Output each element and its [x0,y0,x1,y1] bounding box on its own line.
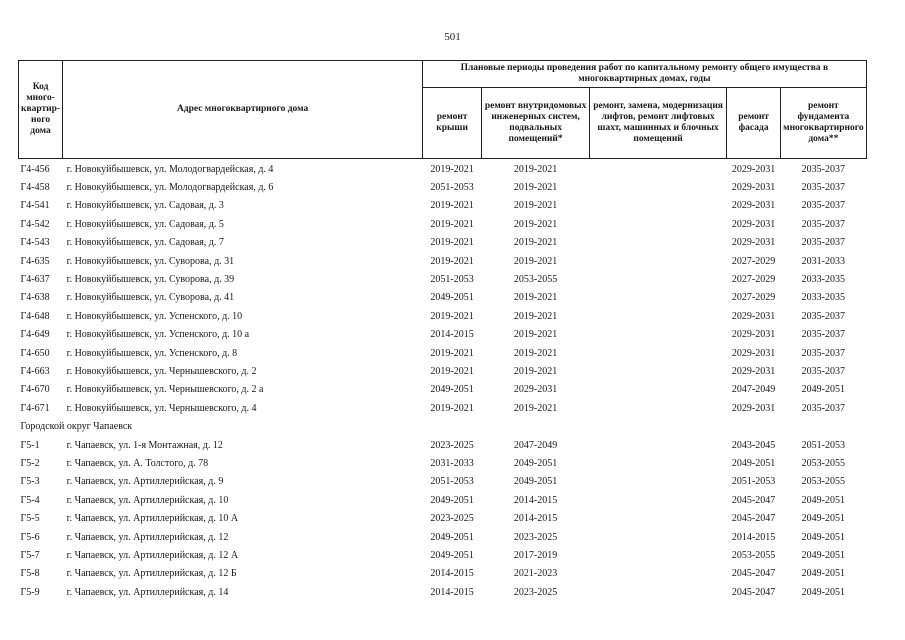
header-lifts: ремонт, замена, модернизация лифтов, ремонт лифтовых шахт, машинных и блочных помещений [590,88,727,159]
cell-lifts [590,491,727,509]
cell-foundation: 2049-2051 [801,586,846,598]
cell-roof: 2019-2021 [430,163,474,175]
cell-roof: 2014-2015 [430,586,474,598]
table-row [19,509,867,527]
header-code: Код много-квартир-ного дома [19,61,63,159]
cell-facade: 2029-2031 [731,365,776,377]
cell-lifts [590,197,727,215]
cell-facade: 2029-2031 [731,329,776,341]
cell-facade: 2051-2053 [731,476,776,488]
cell-facade: 2045-2047 [731,494,776,506]
cell-lifts [590,307,727,325]
cell-code: Г4-663 [20,365,50,377]
cell-roof: 2049-2051 [430,549,474,561]
table-row [19,178,867,196]
cell-roof: 2023-2025 [430,439,474,451]
table-row [19,252,867,270]
cell-engineering: 2017-2019 [513,549,558,561]
cell-lifts [590,399,727,417]
cell-address: г. Новокуйбышевск, ул. Садовая, д. 3 [66,200,224,212]
cell-lifts [590,528,727,546]
cell-roof: 2014-2015 [430,568,474,580]
cell-engineering: 2019-2021 [513,200,558,212]
table-row [19,270,867,288]
cell-facade: 2029-2031 [731,237,776,249]
cell-foundation: 2033-2035 [801,292,846,304]
cell-facade: 2027-2029 [731,255,776,267]
cell-foundation: 2049-2051 [801,494,846,506]
table-row [19,528,867,546]
cell-foundation: 2035-2037 [801,365,846,377]
cell-code: Г4-541 [20,200,50,212]
cell-engineering: 2019-2021 [513,182,558,194]
cell-lifts [590,509,727,527]
cell-code: Г4-456 [20,163,50,175]
cell-facade: 2053-2055 [731,549,776,561]
cell-foundation: 2033-2035 [801,274,846,286]
cell-facade: 2029-2031 [731,182,776,194]
table-row [19,289,867,307]
cell-lifts [590,473,727,491]
cell-roof: 2019-2021 [430,347,474,359]
cell-facade: 2014-2015 [731,531,776,543]
cell-lifts [590,583,727,601]
cell-lifts [590,436,727,454]
table-row [19,344,867,362]
cell-address: г. Чапаевск, ул. Артиллерийская, д. 12 А [66,549,239,561]
header-facade: ремонт фасада [727,88,781,159]
cell-code: Г5-5 [20,513,40,525]
table-row [19,583,867,601]
cell-roof: 2019-2021 [430,255,474,267]
cell-roof: 2051-2053 [430,274,474,286]
cell-foundation: 2049-2051 [801,549,846,561]
cell-code: Г4-650 [20,347,50,359]
cell-facade: 2043-2045 [731,439,776,451]
header-address: Адрес многоквартирного дома [63,61,423,159]
table-body [19,159,867,602]
cell-lifts [590,362,727,380]
table-row [19,399,867,417]
cell-engineering: 2047-2049 [513,439,558,451]
table-row [19,215,867,233]
header-engineering: ремонт внутридомовых инженерных систем, подвальных помещений* [482,88,590,159]
cell-roof: 2049-2051 [430,494,474,506]
header-periods-group: Плановые периоды проведения работ по капитальному ремонту общего имущества в многоквартирных домах, годы [423,61,867,88]
cell-foundation: 2049-2051 [801,531,846,543]
cell-address: г. Новокуйбышевск, ул. Успенского, д. 8 [66,347,238,359]
cell-foundation: 2049-2051 [801,384,846,396]
cell-code: Г4-458 [20,182,50,194]
cell-address: г. Чапаевск, ул. 1-я Монтажная, д. 12 [66,439,223,451]
cell-engineering: 2053-2055 [513,274,558,286]
cell-code: Г4-543 [20,237,50,249]
cell-roof: 2023-2025 [430,513,474,525]
cell-facade: 2029-2031 [731,310,776,322]
cell-engineering: 2049-2051 [513,476,558,488]
cell-lifts [590,454,727,472]
cell-address: г. Новокуйбышевск, ул. Чернышевского, д. 4 [66,402,257,414]
cell-address: г. Новокуйбышевск, ул. Суворова, д. 31 [66,255,235,267]
cell-code: Г4-638 [20,292,50,304]
cell-lifts [590,270,727,288]
cell-code: Г4-671 [20,402,50,414]
cell-facade: 2027-2029 [731,274,776,286]
cell-address: г. Чапаевск, ул. Артиллерийская, д. 10 [66,494,229,506]
cell-code: Г5-3 [20,476,40,488]
section-row [19,417,867,435]
header-roof: ремонт крыши [423,88,482,159]
cell-engineering: 2019-2021 [513,163,558,175]
cell-address: г. Чапаевск, ул. А. Толстого, д. 78 [66,457,209,469]
cell-address: г. Чапаевск, ул. Артиллерийская, д. 10 А [66,513,239,525]
cell-lifts [590,234,727,252]
cell-engineering: 2019-2021 [513,292,558,304]
cell-engineering: 2019-2021 [513,365,558,377]
cell-foundation: 2035-2037 [801,347,846,359]
capital-repair-table [18,60,867,601]
table-row [19,326,867,344]
cell-roof: 2051-2053 [430,182,474,194]
cell-engineering: 2019-2021 [513,310,558,322]
cell-roof: 2049-2051 [430,531,474,543]
cell-foundation: 2051-2053 [801,439,846,451]
cell-lifts [590,326,727,344]
cell-engineering: 2023-2025 [513,586,558,598]
cell-code: Г4-670 [20,384,50,396]
cell-engineering: 2019-2021 [513,237,558,249]
cell-address: г. Новокуйбышевск, ул. Суворова, д. 39 [66,274,235,286]
cell-engineering: 2019-2021 [513,255,558,267]
cell-lifts [590,381,727,399]
cell-address: г. Новокуйбышевск, ул. Садовая, д. 7 [66,237,224,249]
table-row [19,381,867,399]
header-foundation: ремонт фундамента многоквартирного дома** [781,88,867,159]
cell-address: г. Новокуйбышевск, ул. Молодогвардейская, д. 6 [66,182,274,194]
cell-engineering: 2019-2021 [513,329,558,341]
cell-address: г. Новокуйбышевск, ул. Суворова, д. 41 [66,292,235,304]
cell-lifts [590,178,727,196]
cell-code: Г5-8 [20,568,40,580]
cell-code: Г4-637 [20,274,50,286]
table-row [19,197,867,215]
cell-foundation: 2035-2037 [801,182,846,194]
cell-address: г. Новокуйбышевск, ул. Успенского, д. 10 а [66,329,250,341]
cell-roof: 2019-2021 [430,200,474,212]
cell-code: Г4-635 [20,255,50,267]
cell-engineering: 2019-2021 [513,347,558,359]
cell-lifts [590,252,727,270]
cell-engineering: 2023-2025 [513,531,558,543]
table-row [19,362,867,380]
cell-code: Г5-6 [20,531,40,543]
cell-lifts [590,215,727,233]
cell-lifts [590,289,727,307]
table-row [19,565,867,583]
cell-facade: 2027-2029 [731,292,776,304]
table-header [19,61,867,159]
cell-engineering: 2049-2051 [513,457,558,469]
page-number: 501 [444,31,461,43]
cell-lifts [590,159,727,179]
cell-code: Г5-7 [20,549,40,561]
cell-roof: 2019-2021 [430,237,474,249]
table-row [19,436,867,454]
cell-roof: 2031-2033 [430,457,474,469]
cell-roof: 2019-2021 [430,402,474,414]
cell-foundation: 2035-2037 [801,237,846,249]
cell-lifts [590,565,727,583]
cell-code: Г4-542 [20,218,50,230]
cell-engineering: 2029-2031 [513,384,558,396]
cell-facade: 2045-2047 [731,513,776,525]
cell-address: г. Чапаевск, ул. Артиллерийская, д. 12 [66,531,229,543]
cell-facade: 2045-2047 [731,586,776,598]
table-row [19,454,867,472]
table-row [19,546,867,564]
cell-lifts [590,546,727,564]
cell-facade: 2029-2031 [731,402,776,414]
cell-code: Г5-2 [20,457,40,469]
cell-code: Г4-649 [20,329,50,341]
cell-engineering: 2014-2015 [513,494,558,506]
cell-address: г. Чапаевск, ул. Артиллерийская, д. 12 Б [66,568,237,580]
cell-foundation: 2049-2051 [801,513,846,525]
cell-engineering: 2019-2021 [513,402,558,414]
cell-roof: 2014-2015 [430,329,474,341]
cell-address: г. Новокуйбышевск, ул. Чернышевского, д. 2 [66,365,257,377]
cell-foundation: 2035-2037 [801,402,846,414]
cell-foundation: 2053-2055 [801,476,846,488]
table-row [19,234,867,252]
cell-foundation: 2049-2051 [801,568,846,580]
cell-roof: 2019-2021 [430,218,474,230]
cell-roof: 2049-2051 [430,384,474,396]
section-title: Городской округ Чапаевск [20,421,133,433]
cell-facade: 2045-2047 [731,568,776,580]
cell-foundation: 2035-2037 [801,329,846,341]
table-row [19,491,867,509]
cell-lifts [590,344,727,362]
cell-address: г. Новокуйбышевск, ул. Успенского, д. 10 [66,310,243,322]
cell-foundation: 2053-2055 [801,457,846,469]
cell-address: г. Новокуйбышевск, ул. Садовая, д. 5 [66,218,224,230]
cell-foundation: 2031-2033 [801,255,846,267]
cell-code: Г5-4 [20,494,40,506]
table-row [19,307,867,325]
cell-engineering: 2014-2015 [513,513,558,525]
cell-facade: 2029-2031 [731,163,776,175]
cell-address: г. Чапаевск, ул. Артиллерийская, д. 9 [66,476,224,488]
cell-code: Г5-9 [20,586,40,598]
cell-foundation: 2035-2037 [801,200,846,212]
cell-foundation: 2035-2037 [801,163,846,175]
table-row [19,159,867,179]
cell-facade: 2049-2051 [731,457,776,469]
cell-facade: 2029-2031 [731,218,776,230]
cell-roof: 2019-2021 [430,310,474,322]
cell-foundation: 2035-2037 [801,310,846,322]
cell-roof: 2049-2051 [430,292,474,304]
cell-code: Г5-1 [20,439,40,451]
cell-address: г. Чапаевск, ул. Артиллерийская, д. 14 [66,586,229,598]
cell-foundation: 2035-2037 [801,218,846,230]
cell-address: г. Новокуйбышевск, ул. Молодогвардейская, д. 4 [66,163,274,175]
cell-roof: 2051-2053 [430,476,474,488]
cell-facade: 2047-2049 [731,384,776,396]
cell-engineering: 2019-2021 [513,218,558,230]
cell-address: г. Новокуйбышевск, ул. Чернышевского, д. 2 а [66,384,264,396]
cell-facade: 2029-2031 [731,347,776,359]
cell-roof: 2019-2021 [430,365,474,377]
table-row [19,473,867,491]
cell-engineering: 2021-2023 [513,568,558,580]
cell-code: Г4-648 [20,310,50,322]
cell-facade: 2029-2031 [731,200,776,212]
